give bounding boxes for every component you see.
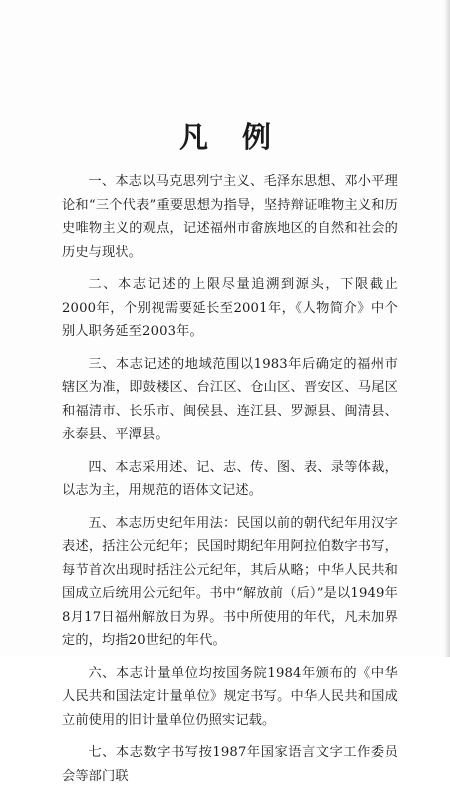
- guideline-paragraph-6: 六、本志计量单位均按国务院1984年颁布的《中华人民共和国法定计量单位》规定书写。中华人民共和国成立前使用的旧计量单位仍照实记载。: [62, 665, 398, 728]
- guideline-paragraph-4: 四、本志采用述、记、志、传、图、表、录等体裁，以志为主，用规范的语体文记述。: [62, 459, 398, 498]
- page-edge-shadow: [444, 0, 450, 657]
- guideline-paragraph-2: 二、本志记述的上限尽量追溯到源头，下限截止2000年，个别视需要延长至2001年，《人物简介》中个别人职务延至2003年。: [62, 277, 398, 339]
- page-title: 凡例: [178, 120, 305, 155]
- guideline-paragraph-7: 七、本志数字书写按1987年国家语言文字工作委员会等部门联: [62, 745, 398, 784]
- guideline-paragraph-5: 五、本志历史纪年用法：民国以前的朝代纪年用汉字表述，括注公元纪年；民国时期纪年用阿拉伯数字书写，每节首次出现时括注公元纪年，其后从略；中华人民共和国成立后统用公元纪年。书中“解放前（后）”是以1949年8月17日福州解放日为界。书中所使用的年代，凡未加界定的，均指20世纪的年代。: [62, 515, 398, 648]
- guideline-paragraph-3: 三、本志记述的地域范围以1983年后确定的福州市辖区为准，即鼓楼区、台江区、仓山区、晋安区、马尾区和福清市、长乐市、闽侯县、连江县、罗源县、闽清县、永泰县、平潭县。: [62, 356, 398, 442]
- guidelines-body: [62, 170, 398, 797]
- guideline-paragraph-1: 一、本志以马克思列宁主义、毛泽东思想、邓小平理论和“三个代表”重要思想为指导，坚持辩证唯物主义和历史唯物主义的观点，记述福州市畲族地区的自然和社会的历史与现状。: [62, 174, 398, 260]
